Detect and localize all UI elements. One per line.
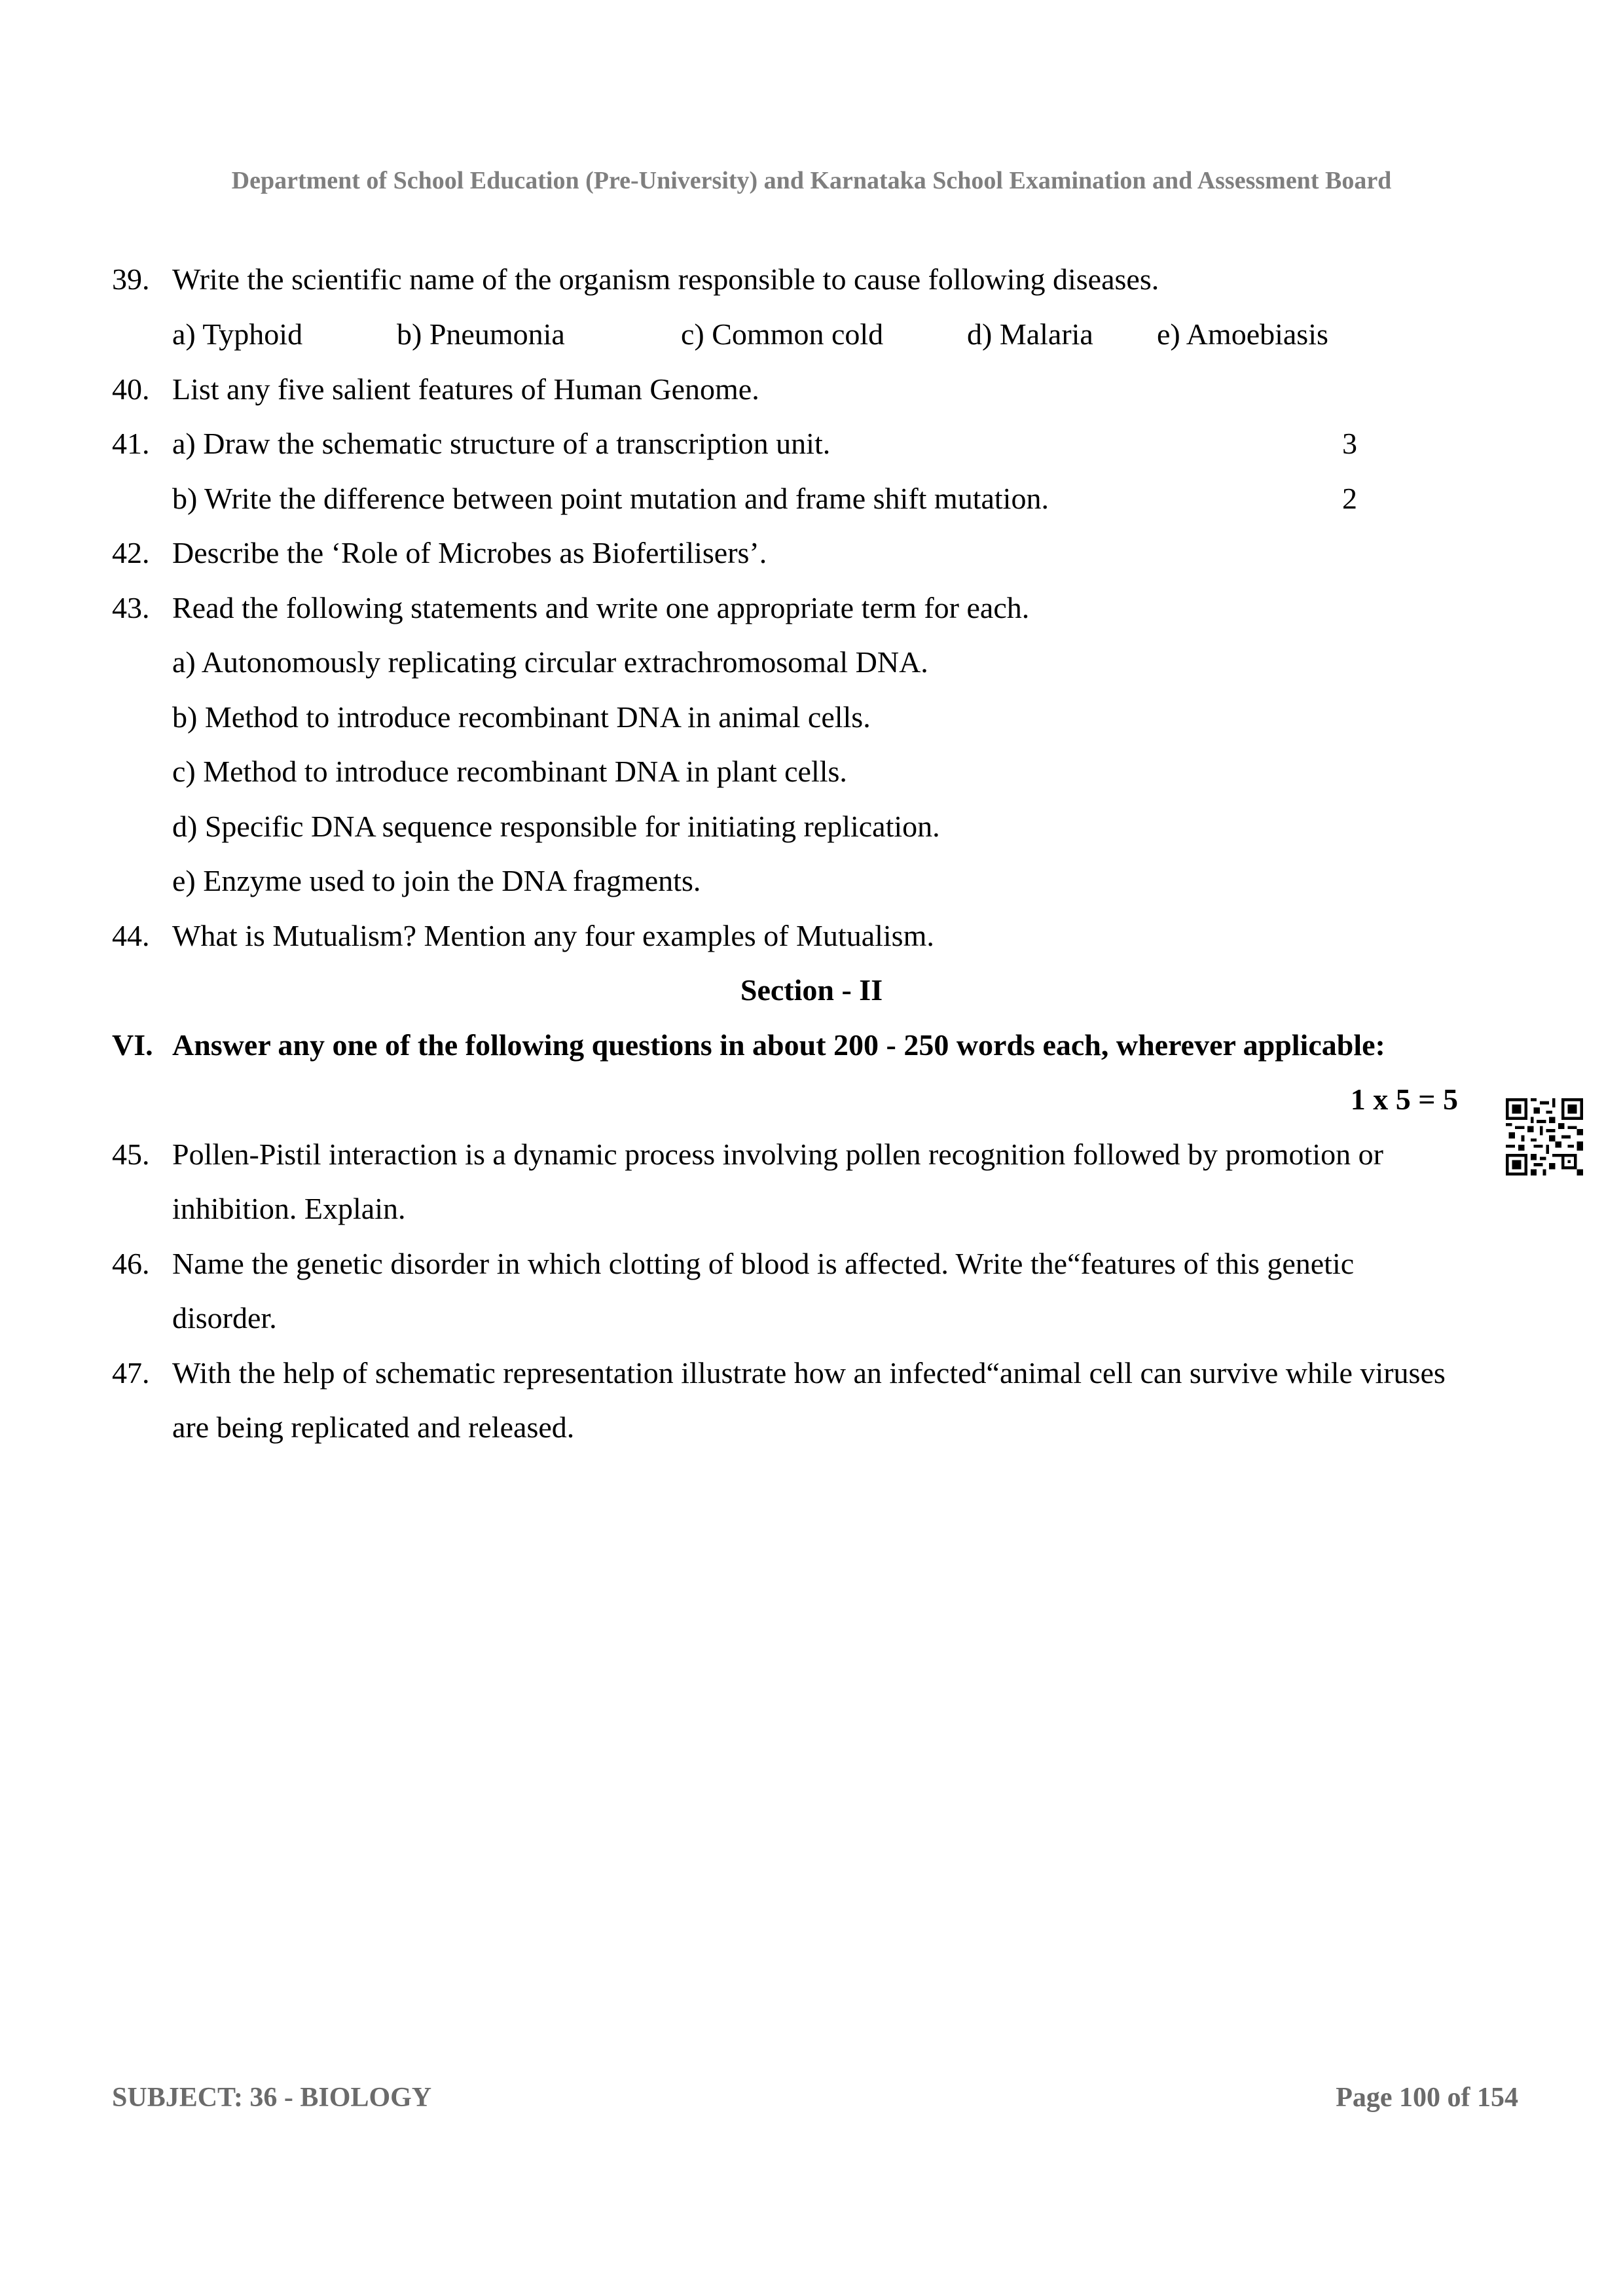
question-text: Describe the ‘Role of Microbes as Biofertilisers’. [172,536,767,569]
footer-page-number: Page 100 of 154 [1336,2083,1518,2113]
question-text-continued: disorder. [172,1301,277,1335]
option-item: d) Malaria [967,317,1093,351]
qr-code-icon [1506,1098,1583,1175]
question-text-continued: inhibition. Explain. [172,1192,406,1225]
question-number: 46. [112,1247,150,1280]
question-number: 44. [112,919,150,952]
question-text-continued: are being replicated and released. [172,1410,575,1444]
question-subpart: c) Method to introduce recombinant DNA in plant cells. [172,755,847,788]
question-subpart: a) Draw the schematic structure of a transcription unit. [172,427,831,460]
question-number: 42. [112,536,150,569]
marks-value: 3 [1342,427,1357,460]
question-number: 47. [112,1356,150,1390]
question-number: 39. [112,262,150,296]
question-text: Write the scientific name of the organism responsible to cause following diseases. [172,262,1159,296]
question-number: 45. [112,1138,150,1171]
question-text: What is Mutualism? Mention any four examples of Mutualism. [172,919,934,952]
question-text: With the help of schematic representation illustrate how an infected“animal cell can survive while viruses [172,1356,1446,1390]
part-instruction: Answer any one of the following questions in about 200 - 250 words each, wherever applicable: [172,1028,1385,1062]
section-marks: 1 x 5 = 5 [1350,1083,1458,1116]
footer-subject: SUBJECT: 36 - BIOLOGY [112,2083,432,2113]
question-text: Name the genetic disorder in which clotting of blood is affected. Write the“features of this genetic [172,1247,1355,1280]
question-text: Pollen-Pistil interaction is a dynamic process involving pollen recognition followed by promotion or [172,1138,1383,1171]
question-text: List any five salient features of Human Genome. [172,372,759,406]
question-text: Read the following statements and write one appropriate term for each. [172,591,1030,624]
question-subpart: b) Method to introduce recombinant DNA in animal cells. [172,700,871,734]
section-title: Section - II [740,973,883,1007]
question-number: 41. [112,427,150,460]
option-item: c) Common cold [681,317,884,351]
option-item: b) Pneumonia [397,317,565,351]
part-number: VI. [112,1028,153,1062]
option-item: e) Amoebiasis [1157,317,1328,351]
question-subpart: e) Enzyme used to join the DNA fragments. [172,864,701,897]
question-subpart: b) Write the difference between point mutation and frame shift mutation. [172,482,1049,515]
marks-value: 2 [1342,482,1357,515]
question-subpart: d) Specific DNA sequence responsible for initiating replication. [172,810,940,843]
page-header: Department of School Education (Pre-University) and Karnataka School Examination and Assessment Board [231,167,1392,194]
option-item: a) Typhoid [172,317,303,351]
question-number: 43. [112,591,150,624]
question-number: 40. [112,372,150,406]
question-subpart: a) Autonomously replicating circular extrachromosomal DNA. [172,645,928,679]
